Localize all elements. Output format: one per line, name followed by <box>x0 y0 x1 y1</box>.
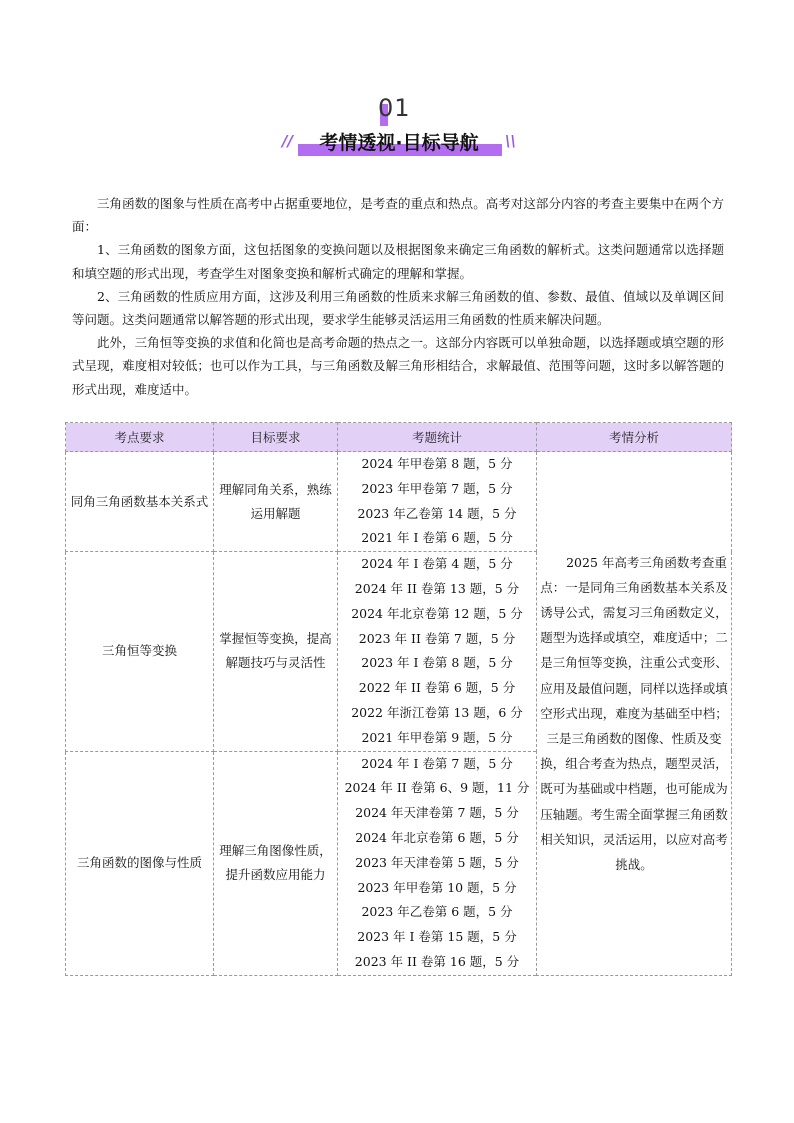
intro-paragraph: 此外，三角恒等变换的求值和化简也是高考命题的热点之一。这部分内容既可以单独命题，以选择题或填空题的形式呈现，难度相对较低；也可以作为工具，与三角函数及解三角形相结合，求解最值、范围等问题，这时多以解答题的形式出现，难度适中。 <box>72 335 724 397</box>
exam-goal: 理解三角图像性质，提升函数应用能力 <box>214 751 338 975</box>
exam-analysis-table <box>65 422 732 976</box>
exam-analysis: 2025 年高考三角函数考查重点：一是同角三角函数基本关系及诱导公式，需复习三角函数定义，题型为选择或填空，难度适中；二是三角恒等变换，注重公式变形、应用及最值问题，同样以选择或填空形式出现，难度为基础至中档；三是三角函数的图像、性质及变换，组合考查为热点，题型灵活，既可为基础或中档题，也可能成为压轴题。考生需全面掌握三角函数相关知识，灵活运用，以应对高考挑战。 <box>537 452 732 976</box>
header-analysis: 考情分析 <box>537 423 732 452</box>
section-title-banner <box>282 128 516 158</box>
stat-item: 2023 年乙卷第 14 题，5 分 <box>357 505 517 521</box>
right-slash-decoration: \\ <box>505 132 516 150</box>
stat-item: 2021 年甲卷第 9 题，5 分 <box>361 729 513 745</box>
exam-point: 三角函数的图像与性质 <box>66 751 214 975</box>
header-point: 考点要求 <box>66 423 214 452</box>
exam-goal: 理解同角关系，熟练运用解题 <box>214 452 338 552</box>
section-number: 01 <box>378 94 411 122</box>
stat-item: 2024 年北京卷第 12 题，5 分 <box>351 605 523 621</box>
stat-item: 2024 年 II 卷第 13 题，5 分 <box>354 580 520 596</box>
section-title: 考情透视·目标导航 <box>319 132 479 154</box>
intro-paragraph: 1、三角函数的图象方面，这包括图象的变换问题以及根据图象来确定三角函数的解析式。这类问题通常以选择题和填空题的形式出现，考查学生对图象变换和解析式确定的理解和掌握。 <box>72 242 724 281</box>
stat-item: 2024 年 I 卷第 7 题，5 分 <box>361 755 513 771</box>
stat-item: 2024 年天津卷第 7 题，5 分 <box>355 805 519 821</box>
stat-item: 2022 年 II 卷第 6 题，5 分 <box>358 680 516 696</box>
section-header <box>0 92 794 162</box>
table-header-row <box>66 423 732 452</box>
stat-item: 2024 年甲卷第 8 题，5 分 <box>361 456 513 471</box>
exam-point: 同角三角函数基本关系式 <box>66 452 214 552</box>
intro-paragraph: 三角函数的图象与性质在高考中占据重要地位，是考查的重点和热点。高考对这部分内容的考查主要集中在两个方面： <box>72 196 724 235</box>
left-slash-decoration: // <box>282 132 293 150</box>
exam-stats <box>338 452 537 552</box>
stat-item: 2022 年浙江卷第 13 题，6 分 <box>351 704 523 720</box>
stat-item: 2023 年 I 卷第 8 题，5 分 <box>361 655 513 671</box>
intro-paragraph: 2、三角函数的性质应用方面，这涉及利用三角函数的性质来求解三角函数的值、参数、最值、值域以及单调区间等问题。这类问题通常以解答题的形式出现，要求学生能够灵活运用三角函数的性质来解决问题。 <box>72 288 724 328</box>
exam-stats <box>338 552 537 751</box>
stat-item: 2024 年 I 卷第 4 题，5 分 <box>361 556 513 572</box>
header-goal: 目标要求 <box>214 423 338 452</box>
stat-item: 2024 年 II 卷第 6、9 题，11 分 <box>344 780 530 796</box>
stat-item: 2023 年 II 卷第 7 题，5 分 <box>358 630 516 646</box>
stat-item: 2023 年 I 卷第 15 题，5 分 <box>357 929 517 945</box>
stat-item: 2023 年甲卷第 7 题，5 分 <box>361 480 513 496</box>
intro-text <box>72 192 724 401</box>
stat-item: 2023 年天津卷第 5 题，5 分 <box>355 854 519 870</box>
stat-item: 2023 年甲卷第 10 题，5 分 <box>357 879 517 895</box>
exam-point: 三角恒等变换 <box>66 552 214 751</box>
exam-stats <box>338 751 537 975</box>
stat-item: 2023 年乙卷第 6 题，5 分 <box>361 904 513 920</box>
exam-goal: 掌握恒等变换，提高解题技巧与灵活性 <box>214 552 338 751</box>
header-stats: 考题统计 <box>338 423 537 452</box>
stat-item: 2021 年 I 卷第 6 题，5 分 <box>361 530 513 546</box>
stat-item: 2023 年 II 卷第 16 题，5 分 <box>354 953 520 969</box>
stat-item: 2024 年北京卷第 6 题，5 分 <box>355 829 519 845</box>
table-row <box>66 452 732 552</box>
